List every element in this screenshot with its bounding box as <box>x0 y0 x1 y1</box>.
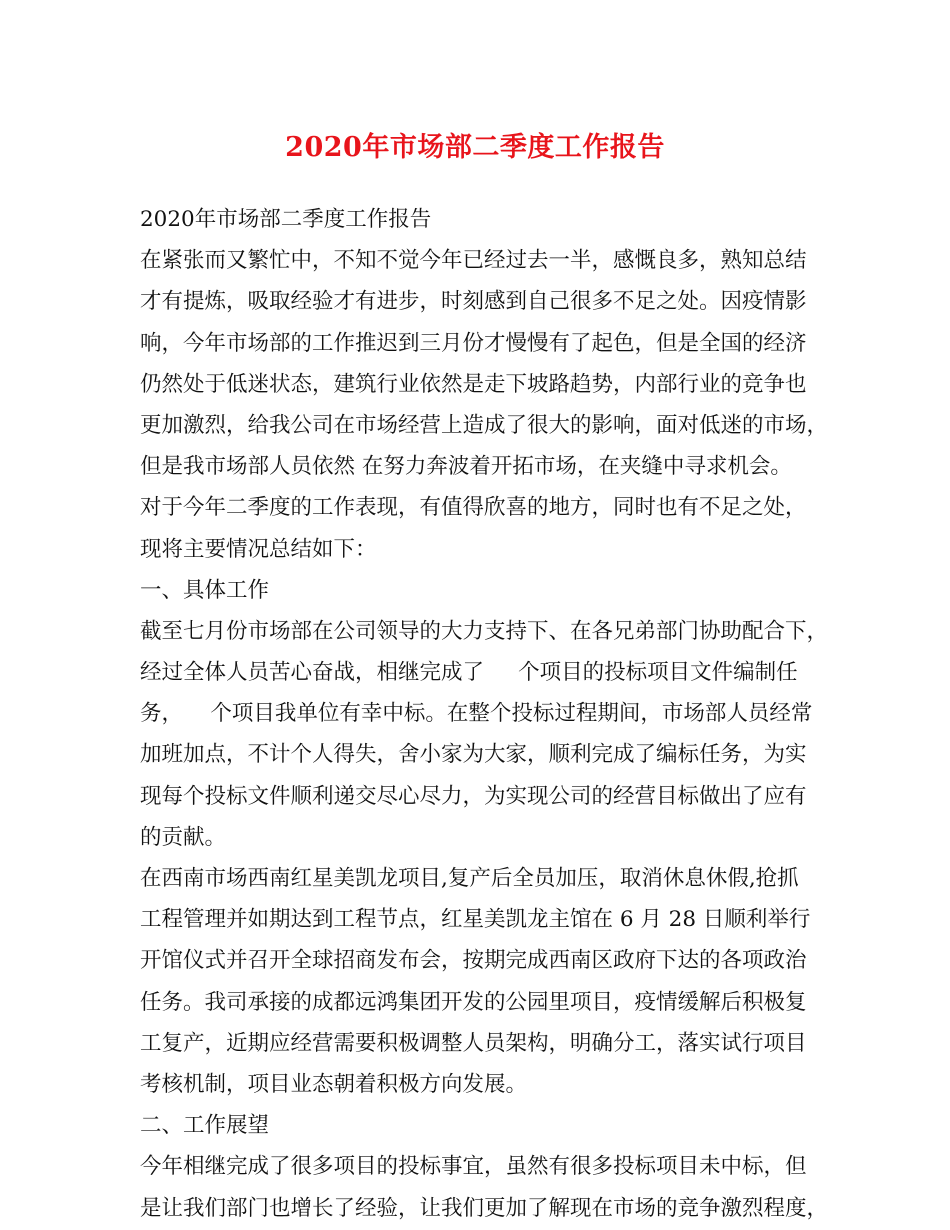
text-line: 工复产，近期应经营需要积极调整人员架构，明确分工，落实试行项目 <box>140 1030 807 1056</box>
text-line: 在紧张而又繁忙中，不知不觉今年已经过去一半，感慨良多，熟知总结 <box>140 248 807 274</box>
section-heading: 二、工作展望 <box>140 1113 270 1139</box>
text-line: 更加激烈，给我公司在市场经营上造成了很大的影响，面对低迷的市场， <box>140 412 829 438</box>
text-line: 截至七月份市场部在公司领导的大力支持下、在各兄弟部门协助配合下， <box>140 618 829 644</box>
text-line: 务， 个项目我单位有幸中标。在整个投标过程期间，市场部人员经常 <box>140 701 813 727</box>
text-line: 在西南市场西南红星美凯龙项目,复产后全员加压，取消休息休假,抢抓 <box>140 866 799 891</box>
text-line: 响，今年市场部的工作推迟到三月份才慢慢有了起色，但是全国的经济 <box>140 330 807 356</box>
document-title: 2020年市场部二季度工作报告 <box>285 132 665 163</box>
text-line: 才有提炼，吸取经验才有进步，时刻感到自己很多不足之处。因疫情影 <box>140 289 807 315</box>
section-heading: 一、具体工作 <box>140 577 270 603</box>
text-line: 任务。我司承接的成都远鸿集团开发的公园里项目，疫情缓解后积极复 <box>140 989 807 1015</box>
text-line: 开馆仪式并召开全球招商发布会，按期完成西南区政府下达的各项政治 <box>140 948 807 974</box>
text-line: 仍然处于低迷状态，建筑行业依然是走下坡路趋势，内部行业的竞争也 <box>140 371 807 397</box>
text-line: 的贡献。 <box>140 824 227 850</box>
text-line: 考核机制，项目业态朝着积极方向发展。 <box>140 1071 528 1097</box>
document-body <box>140 199 830 1229</box>
text-line: 工程管理并如期达到工程节点，红星美凯龙主馆在 6 月 28 日顺利举行 <box>140 907 811 933</box>
text-line: 经过全体人员苦心奋战，相继完成了 个项目的投标项目文件编制任 <box>140 660 798 686</box>
text-line: 加班加点，不计个人得失，舍小家为大家，顺利完成了编标任务，为实 <box>140 742 807 768</box>
text-line: 今年相继完成了很多项目的投标事宜，虽然有很多投标项目未中标，但 <box>140 1154 807 1180</box>
text-line: 现将主要情况总结如下： <box>140 536 377 562</box>
text-line: 现每个投标文件顺利递交尽心尽力，为实现公司的经营目标做出了应有 <box>140 783 807 809</box>
text-line: 2020年市场部二季度工作报告 <box>140 207 432 232</box>
text-line: 对于今年二季度的工作表现，有值得欣喜的地方，同时也有不足之处， <box>140 495 807 521</box>
text-line: 是让我们部门也增长了经验，让我们更加了解现在市场的竞争激烈程度， <box>140 1195 829 1221</box>
text-line: 但是我市场部人员依然 在努力奔波着开拓市场，在夹缝中寻求机会。 <box>140 454 792 480</box>
